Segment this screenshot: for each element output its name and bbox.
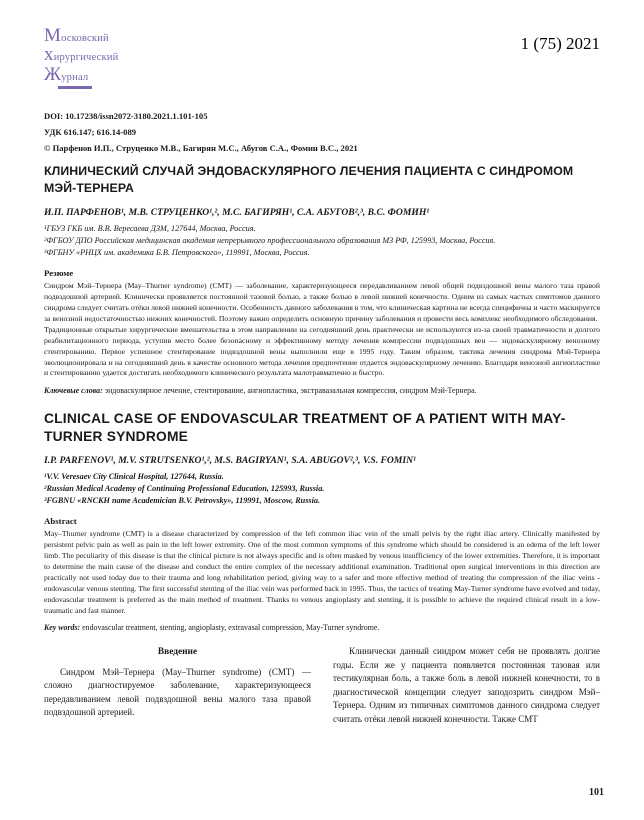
affiliation-ru-2: ²ФГБОУ ДПО Российская медицинская академия непрерывного профессионального образования МЗ РФ, 125993, Москва, Россия. bbox=[44, 236, 496, 246]
logo-line-2: хирургический bbox=[44, 44, 119, 66]
copyright-line: © Парфенов И.П., Струценко М.В., Багирян М.С., Абугов С.А., Фомин В.С., 2021 bbox=[44, 143, 358, 154]
affiliation-en-3: ³FGBNU «RNCKH name Academician B.V. Petrovsky», 119991, Moscow, Russia. bbox=[44, 496, 320, 506]
authors-en: I.P. PARFENOV¹, M.V. STRUTSENKO¹,², M.S. BAGIRYAN¹, S.A. ABUGOV²,³, V.S. FOMIN¹ bbox=[44, 455, 416, 467]
article-meta bbox=[44, 111, 600, 153]
intro-columns bbox=[44, 645, 600, 726]
keywords-label-ru: Ключевые слова: bbox=[44, 386, 103, 396]
issue-number: 1 (75) 2021 bbox=[520, 34, 600, 53]
abstract-label-en: Abstract bbox=[44, 515, 77, 526]
affiliation-ru-3: ³ФГБНУ «РНЦХ им. академика Б.В. Петровского», 119991, Москва, Россия. bbox=[44, 248, 310, 258]
keywords-en bbox=[44, 623, 600, 632]
keywords-text-ru: эндоваскулярное лечение, стентирование, ангиопластика, экстравазальная компрессия, синдром Мэй-Тернера. bbox=[102, 386, 477, 396]
doi-line: DOI: 10.17238/issn2072-3180.2021.1.101-105 bbox=[44, 111, 208, 122]
abstract-label-ru: Резюме bbox=[44, 267, 74, 278]
abstract-ru bbox=[44, 281, 600, 379]
abstract-en-paragraph: May–Thurner syndrome (CMT) is a disease characterized by compression of the left common iliac vein of the small pelvis by the right iliac artery. Clinically manifested by persistent pelvic pain as well as pain in the left lower extremity. One of the most common symptoms of this syndrome which should be considered is an edema of the left lower limb. The peculiarity of this disease is that the clinical picture is not always specific and is often masked by venous insufficiency of the lower extremities. Therefore, it is important to determine the main cause of the disease and conduct the entire complex of the necessary additional examination. Traditional open surgical interventions in this direction are practically not used today due to their trauma and long rehabilitation period, giving way to a safer and more effective method of treating the compression of the iliac veins - endovascular venous stenting. The first successful stenting of the iliac vein was performed back in 1995. Thus, the tactics of treating May-Turner syndrome have evolved and today, endovascular treatment is preferred as the main method of treatment. Thanks to venous angioplasty and stenting, it is possible to achieve the required clinical result in a low-traumatic and fast manner. bbox=[44, 528, 600, 615]
affiliation-ru-1: ¹ГБУЗ ГКБ им. В.В. Вересаева ДЗМ, 127644, Москва, Россия. bbox=[44, 224, 256, 234]
intro-left-column bbox=[44, 645, 311, 726]
abstract-ru-paragraph-2: Традиционные открытые хирургические вмешательства в этом направлении на сегодняшний день практически не используются из-за своей травматичности и долгого реабилитационного периода, уступив место более безопасному и эффективному методу лечения компрессии подвздошных вен — эндоваскулярному венозному стентированию. Первое успешное стентирование подвздошной вены выполнили еще в 1995 году. Таким образом, тактика лечения синдрома Мэй-Тернера эволюционировала и на сегодняшний день в качестве основного метода лечения предпочтение отдается эндоваскулярному лечению. Благодаря венозной ангиопластике и стентированию удается достигать необходимого клинического результата малотравматично и быстро. bbox=[44, 324, 600, 378]
page-header bbox=[44, 26, 600, 89]
keywords-label-en: Key words: bbox=[44, 623, 81, 633]
affiliations-en bbox=[44, 471, 600, 507]
intro-heading: Введение bbox=[157, 647, 198, 658]
intro-right-column bbox=[333, 645, 600, 726]
keywords-text-en: endovascular treatment, stenting, angioplasty, extravasal compression, May-Turner syndrome. bbox=[80, 623, 380, 633]
abstract-en bbox=[44, 529, 600, 617]
logo-underline bbox=[58, 86, 92, 89]
udk-line: УДК 616.147; 616.14-089 bbox=[44, 127, 137, 138]
journal-logo bbox=[44, 26, 118, 89]
affiliation-en-2: ²Russian Medical Academy of Continuing Professional Education, 125993, Russia. bbox=[44, 484, 325, 494]
page-number: 101 bbox=[589, 787, 604, 798]
logo-line-3: Журнал bbox=[44, 63, 89, 85]
abstract-ru-paragraph-1: Синдром Мэй–Тернера (May–Thurner syndrome) (СМТ) — заболевание, характеризующееся передавливанием левой общей подвздошной вены малого таза правой подвздошной артерией. Клинически проявляется постоянной тазовой болью, а также болью в левой нижней конечности. Одним из самых частых симптомов данного синдрома следует считать отёки левой нижней конечности. Особенность данного заболевания в том, что клиническая картина не всегда специфична и часто маскируется за венозной недостаточностью нижних конечностей. Поэтому важно определить основную причину заболевания и провести весь комплекс необходимого обследования. bbox=[44, 280, 600, 323]
logo-line-1: Московский bbox=[44, 25, 109, 46]
intro-left-paragraph: Синдром Мэй–Тернера (May–Thurner syndrome) (СМТ) — сложно диагностируемое заболевание, характеризующееся передавливанием левой подвздошной вены малого таза правой подвздошной артерией. bbox=[44, 666, 311, 718]
intro-right-paragraph: Клинически данный синдром может себя не проявлять долгие годы. Если же у пациента появляется постоянная тазовая или тестикулярная боль, а также боль в левой нижней конечности, то в диагностической концепции следует заподозрить синдром Мэй–Тернера. Одним из типичных симптомов данного синдрома следует считать отёки левой нижней конечности. Также СМТ bbox=[333, 646, 600, 724]
article-title-en: CLINICAL CASE OF ENDOVASCULAR TREATMENT OF A PATIENT WITH MAY-TURNER SYNDROME bbox=[44, 411, 566, 445]
keywords-ru bbox=[44, 386, 600, 395]
article-title-ru: КЛИНИЧЕСКИЙ СЛУЧАЙ ЭНДОВАСКУЛЯРНОГО ЛЕЧЕНИЯ ПАЦИЕНТА С СИНДРОМОМ МЭЙ-ТЕРНЕРА bbox=[44, 164, 574, 195]
authors-ru: И.П. ПАРФЕНОВ¹, М.В. СТРУЦЕНКО¹,², М.С. БАГИРЯН¹, С.А. АБУГОВ²,³, В.С. ФОМИН¹ bbox=[44, 207, 430, 219]
affiliations-ru bbox=[44, 223, 600, 259]
affiliation-en-1: ¹V.V. Veresaev City Clinical Hospital, 127644, Russia. bbox=[44, 472, 224, 482]
